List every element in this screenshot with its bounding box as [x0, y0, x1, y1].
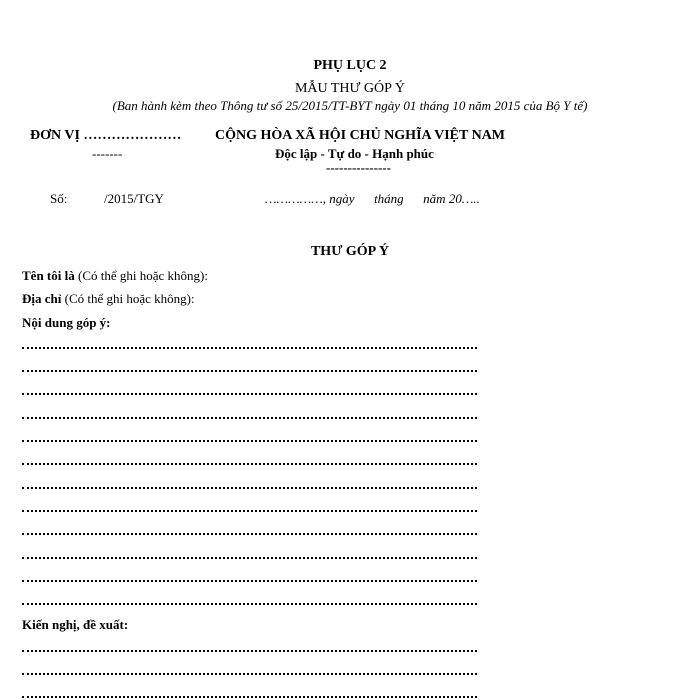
motto-separator: --------------- [326, 160, 391, 175]
name-note: (Có thể ghi hoặc không): [74, 268, 208, 283]
letter-title: THƯ GÓP Ý [310, 244, 390, 259]
content-dotted-line [22, 347, 477, 349]
address-note: (Có thể ghi hoặc không): [61, 291, 195, 306]
content-dotted-line [22, 487, 477, 489]
content-dotted-line [22, 393, 477, 395]
content-dotted-line [22, 463, 477, 465]
national-motto: Độc lập - Tự do - Hạnh phúc [275, 146, 434, 161]
name-field [22, 268, 208, 284]
content-dotted-line [22, 417, 477, 419]
content-dotted-line [22, 533, 477, 535]
content-dotted-line [22, 510, 477, 512]
content-label: Nội dung góp ý: [22, 315, 111, 330]
unit-separator: ------- [92, 146, 123, 161]
content-dotted-line [22, 440, 477, 442]
issued-note: (Ban hành kèm theo Thông tư số 25/2015/TT-BYT ngày 01 tháng 10 năm 2015 của Bộ Y tế) [112, 98, 588, 113]
content-dotted-line [22, 370, 477, 372]
address-label: Địa chỉ [22, 291, 62, 306]
recommendation-label: Kiến nghị, đề xuất: [22, 617, 129, 632]
address-field [22, 291, 195, 307]
recommendation-dotted-line [22, 650, 477, 652]
content-dotted-line [22, 580, 477, 582]
country-name: CỘNG HÒA XÃ HỘI CHỦ NGHĨA VIỆT NAM [215, 128, 506, 143]
date-line: ……………, ngày tháng năm 20….. [265, 191, 480, 206]
number-value: /2015/TGY [104, 191, 164, 206]
content-dotted-line [22, 557, 477, 559]
recommendation-dotted-line [22, 673, 477, 675]
unit-label: ĐƠN VỊ ………………… [30, 128, 182, 143]
name-label: Tên tôi là [22, 268, 75, 283]
recommendation-dotted-line [22, 696, 477, 698]
appendix-heading: PHỤ LỤC 2 [313, 58, 387, 73]
content-dotted-line [22, 603, 477, 605]
form-title: MẪU THƯ GÓP Ý [294, 81, 406, 96]
number-label: Số: [50, 191, 68, 206]
